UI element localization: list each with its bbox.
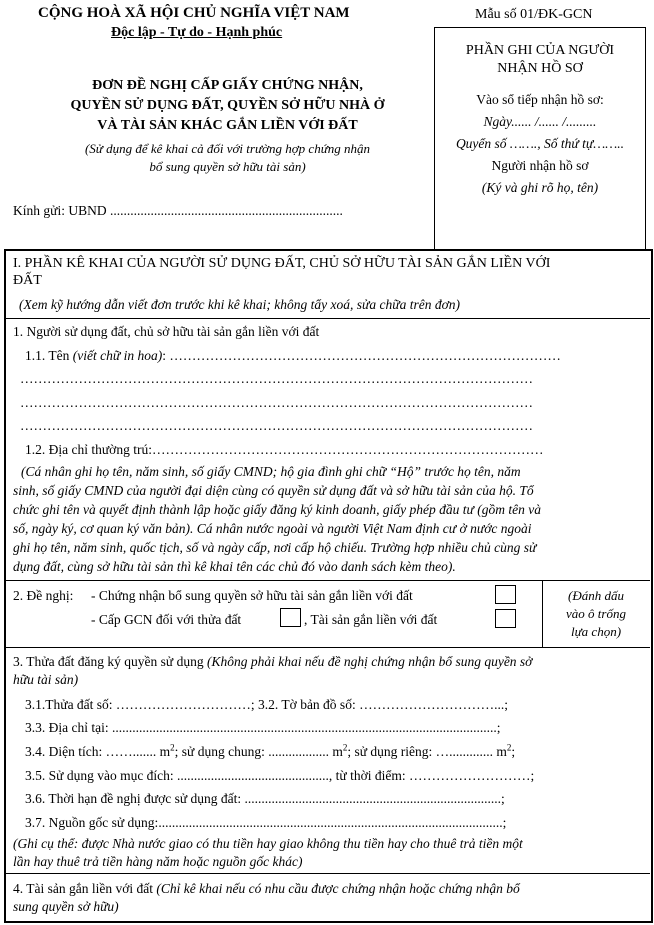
item4-title-cont: sung quyền sở hữu) (13, 899, 119, 914)
motto: Độc lập - Tự do - Hạnh phúc (111, 25, 283, 40)
receipt-book-number-field[interactable]: Quyển số ……., Số thứ tự…….. (455, 136, 625, 151)
receipt-date-field[interactable]: Ngày...... /...... /......... (483, 114, 597, 129)
name-line-2[interactable]: …………………………………………………………………………………………………… (20, 371, 533, 386)
item2-label: 2. Đề nghị: (13, 588, 74, 603)
supplement-checkbox[interactable] (495, 585, 516, 604)
section1-heading-cont: ĐẤT (13, 273, 42, 288)
asset-checkbox[interactable] (495, 609, 516, 628)
option-supplement-label: - Chứng nhận bổ sung quyền sở hữu tài sản gắn liền với đất (91, 588, 413, 603)
permanent-address-field[interactable]: 1.2. Địa chỉ thường trú:…………………………………………………………………………… (25, 442, 544, 457)
item1-title: 1. Người sử dụng đất, chủ sở hữu tài sản gắn liền với đất (13, 324, 320, 339)
receiver-label: Người nhận hồ sơ (491, 158, 589, 173)
item3-title-cont: hữu tài sản) (13, 672, 79, 687)
use-term-field[interactable]: 3.6. Thời hạn đề nghị được sử dụng đất: ............................................................................; (25, 791, 505, 806)
item3-title: 3. Thửa đất đăng ký quyền sử dụng (Không phải khai nếu đề nghị chứng nhận bổ sung quyền sở (13, 654, 533, 669)
form-number: Mẫu số 01/ĐK-GCN (475, 7, 593, 22)
land-origin-field[interactable]: 3.7. Nguồn gốc sử dụng:......................................................................................................; (25, 815, 507, 830)
item3-note-cont: lần hay thuê trả tiền hàng năm hoặc nguồn gốc khác) (13, 854, 303, 869)
receiver-box-title: PHẦN GHI CỦA NGƯỜI NHẬN HỒ SƠ (465, 43, 615, 76)
receiver-sign-hint: (Ký và ghi rõ họ, tên) (481, 180, 599, 195)
form-title: ĐƠN ĐỀ NGHỊ CẤP GIẤY CHỨNG NHẬN, QUYỀN SỬ DỤNG ĐẤT, QUYỀN SỞ HỮU NHÀ Ở VÀ TÀI SẢN KHÁC GẮN LIỀN VỚI ĐẤT (70, 78, 385, 133)
parcel-address-field[interactable]: 3.3. Địa chỉ tại: ..................................................................................................................; (25, 720, 501, 735)
addressee-line[interactable]: Kính gửi: UBND ..................................................................... (13, 203, 343, 218)
section1-note: (Xem kỹ hướng dẫn viết đơn trước khi kê khai; không tẩy xoá, sửa chữa trên đơn) (19, 297, 461, 312)
parcel-number-field[interactable]: 3.1.Thửa đất số: …………………………; 3.2. Tờ bản đồ số: …………………………...; (25, 697, 508, 712)
checkbox-hint: (Đánh dấu vào ô trống lựa chọn) (566, 588, 626, 639)
section1-heading: I. PHẦN KÊ KHAI CỦA NGƯỜI SỬ DỤNG ĐẤT, CHỦ SỞ HỮU TÀI SẢN GẮN LIỀN VỚI (13, 256, 551, 271)
option-parcel-label: - Cấp GCN đối với thửa đất (91, 612, 242, 627)
receiver-box (434, 27, 646, 251)
land-use-purpose-field[interactable]: 3.5. Sử dụng vào mục đích: ............................................., từ thời điểm: ………………………; (25, 768, 535, 783)
name-line-3[interactable]: …………………………………………………………………………………………………… (20, 395, 533, 410)
receipt-entry-label: Vào sổ tiếp nhận hồ sơ: (476, 92, 604, 107)
name-field[interactable]: 1.1. Tên (viết chữ in hoa): …………………………………………………………………………… (25, 348, 561, 363)
name-line-4[interactable]: …………………………………………………………………………………………………… (20, 418, 533, 433)
form-subtitle: (Sử dụng để kê khai cả đối với trường hợp chứng nhận bổ sung quyền sở hữu tài sản) (84, 141, 371, 174)
parcel-checkbox[interactable] (280, 608, 301, 627)
item1-note: (Cá nhân ghi họ tên, năm sinh, số giấy CMND; hộ gia đình ghi chữ “Hộ” trước họ tên, năm sinh, số giấy CMND của người đại diện cùng có quyền sử dụng đất và sở hữu tài sản của hộ. Tổ chức ghi tên và quyết định thành lập hoặc giấy đăng ký kinh doanh, giấy phép đầu tư (gồm tên và số, ngày ký, cơ quan ký văn bản). Cá nhân nước ngoài và người Việt Nam định cư ở nước ngoài ghi họ tên, năm sinh, quốc tịch, số và ngày cấp, nơi cấp hộ chiếu. Trường hợp nhiều chủ cùng sử dụng đất, cùng sở hữu tài sản thì kê khai tên các chủ đó vào danh sách kèm theo). (13, 464, 541, 574)
option-asset-label: , Tài sản gắn liền với đất (304, 612, 438, 627)
area-field[interactable]: 3.4. Diện tích: ……....... $m^2$; sử dụng chung: .................. $m^2$; sử dụng riêng: …............. $m^2$; (25, 742, 516, 759)
item3-note: (Ghi cụ thể: được Nhà nước giao có thu tiền hay giao không thu tiền hay cho thuê trả tiền một (13, 836, 523, 851)
nation-heading: CỘNG HOÀ XÃ HỘI CHỦ NGHĨA VIỆT NAM (38, 5, 350, 21)
item4-title: 4. Tài sản gắn liền với đất (Chỉ kê khai nếu có nhu cầu được chứng nhận hoặc chứng nhận bổ (13, 881, 520, 896)
